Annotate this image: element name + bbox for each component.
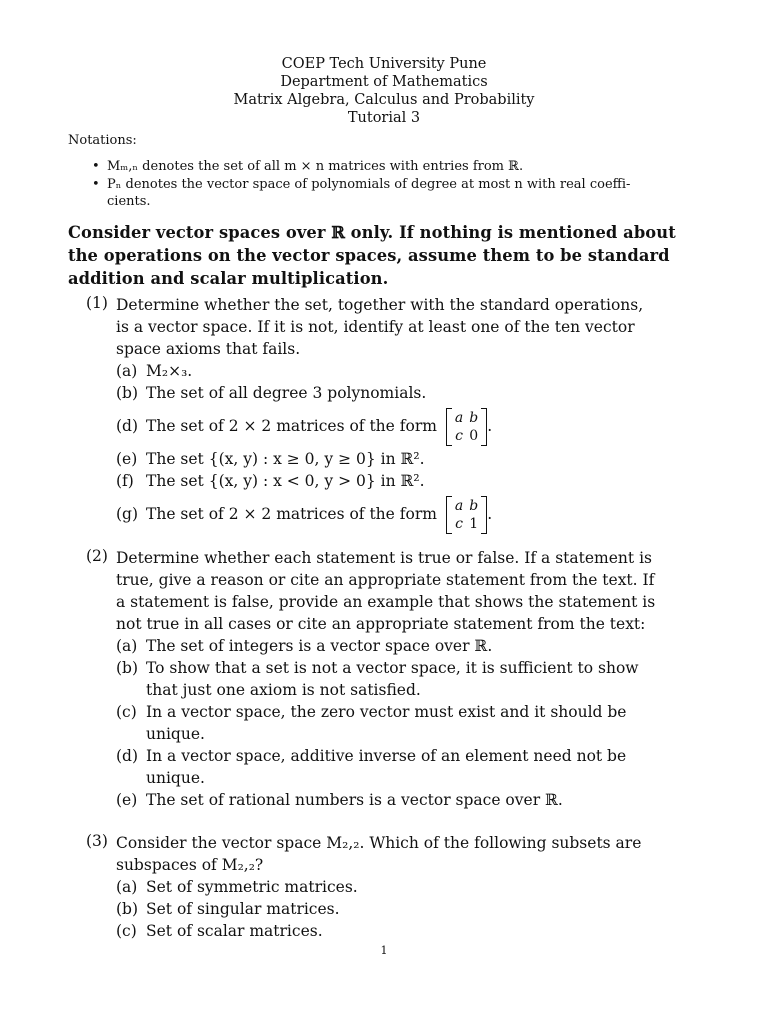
page-number: 1 — [380, 944, 388, 957]
matrix-g: a b c 1 — [446, 497, 487, 533]
list-item: (e) The set {(x, y) : x ≥ 0, y ≥ 0} in ℝ². — [116, 450, 425, 468]
question-2-number: (2) — [86, 547, 108, 565]
list-item: (b) To show that a set is not a vector space, it is sufficient to show that just one axiom is not satisfied. — [116, 659, 639, 699]
tutorial-title: Tutorial 3 — [347, 110, 421, 126]
list-item: (c) In a vector space, the zero vector must exist and it should be unique. — [116, 703, 627, 743]
matrix-d: a b c 0 — [446, 409, 487, 445]
question-2: Determine whether each statement is true or false. If a statement is true, give a reason or cite an appropriate statement from the text. If a statement is false, provide an example that shows the statement is not true in all cases or cite an appropriate statement from the text: (a) The set of integers is a vector space over ℝ. (b) To show that a set is not a vector space, it is sufficient to show that just one axiom is not satisfied. (c) In a vector space, the zero vector must exist and it should be unique. (d) In a vector space, additive inverse of an element need not be unique. (e) The set of rational numbers is a vector space over ℝ. — [116, 549, 656, 809]
list-item: (e) The set of rational numbers is a vector space over ℝ. — [116, 791, 563, 809]
list-item: (c) Set of scalar matrices. — [116, 922, 323, 940]
list-item: (a) M₂×₃. — [116, 362, 193, 380]
list-item: (a) Set of symmetric matrices. — [116, 878, 358, 896]
bullet-icon: • — [92, 176, 100, 192]
list-item: (b) The set of all degree 3 polynomials. — [116, 384, 427, 402]
question-3: Consider the vector space M₂,₂. Which of the following subsets are subspaces of M₂,₂? (a) Set of symmetric matrices. (b) Set of singular matrices. (c) Set of scalar matrices. — [116, 834, 642, 940]
question-3-number: (3) — [86, 832, 108, 850]
department-name: Department of Mathematics — [280, 74, 488, 90]
notations-list — [92, 158, 642, 211]
question-1: Determine whether the set, together with the standard operations, is a vector space. If it is not, identify at least one of the ten vector space axioms that fails. (a) M₂×₃. (b) The set of all degree 3 polynomials. (d) The set of 2 × 2 matrices of the form a b c 0 . (e) The set {(x, y) : x ≥ 0, y ≥ 0} in ℝ². (f) The set {(x, y) : x < 0, y > 0} in ℝ². (g) The set of 2 × 2 matrices of the form a b c 1 . — [116, 294, 640, 536]
list-item: (g) The set of 2 × 2 matrices of the form a b c 1 . — [116, 498, 493, 532]
list-item: (f) The set {(x, y) : x < 0, y > 0} in ℝ². — [116, 472, 425, 490]
notation-bullet: • Pₙ denotes the vector space of polynomials of degree at most n with real coeffi- cients. — [92, 176, 631, 209]
list-item: (d) The set of 2 × 2 matrices of the form a b c 0 . — [116, 410, 493, 444]
notations-label: Notations: — [68, 133, 137, 148]
notation-bullet: • Mₘ,ₙ denotes the set of all m × n matrices with entries from ℝ. — [92, 159, 524, 174]
question-1-number: (1) — [86, 294, 108, 312]
course-title: Matrix Algebra, Calculus and Probability — [233, 92, 535, 108]
university-name: COEP Tech University Pune — [281, 56, 487, 72]
bullet-icon: • — [92, 159, 100, 174]
list-item: (a) The set of integers is a vector space over ℝ. — [116, 637, 493, 655]
instruction-paragraph: Consider vector spaces over ℝ only. If nothing is mentioned about the operations on the vector spaces, assume them to be standard addition and scalar multiplication. — [68, 223, 676, 288]
list-item: (b) Set of singular matrices. — [116, 900, 340, 918]
document-header — [0, 55, 768, 127]
list-item: (d) In a vector space, additive inverse of an element need not be unique. — [116, 747, 627, 787]
